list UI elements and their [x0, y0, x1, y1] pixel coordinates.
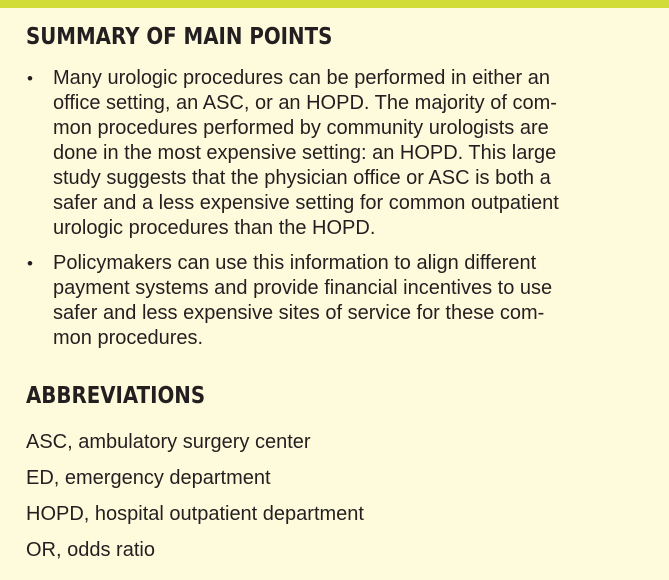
summary-point-text: Policymakers can use this information to align different payment systems and provide financial incentives to use safer and less expensive sites of service for these com- mon procedures. — [53, 252, 553, 349]
abbreviation-item: OR, odds ratio — [26, 539, 155, 561]
summary-heading: SUMMARY OF MAIN POINTS — [26, 24, 333, 50]
abbreviations-heading: ABBREVIATIONS — [26, 383, 206, 409]
accent-rule — [0, 0, 669, 8]
summary-point — [26, 251, 646, 351]
abbreviations-list — [26, 424, 364, 568]
summary-point — [26, 66, 646, 241]
abbreviation-item: ASC, ambulatory surgery center — [26, 431, 311, 453]
summary-points-list — [26, 66, 646, 361]
abbreviation-item: ED, emergency department — [26, 467, 271, 489]
bullet-icon: • — [27, 254, 33, 273]
summary-point-text: Many urologic procedures can be performed in either an office setting, an ASC, or an HOPD. The majority of com- mon procedures performed by community urologists are done in the most expensive setting: an HOPD. This large study suggests that the physician office or ASC is both a safer and a less expensive setting for common outpatient urologic procedures than the HOPD. — [53, 67, 559, 239]
bullet-icon: • — [27, 69, 33, 88]
abbreviation-item: HOPD, hospital outpatient department — [26, 503, 364, 525]
